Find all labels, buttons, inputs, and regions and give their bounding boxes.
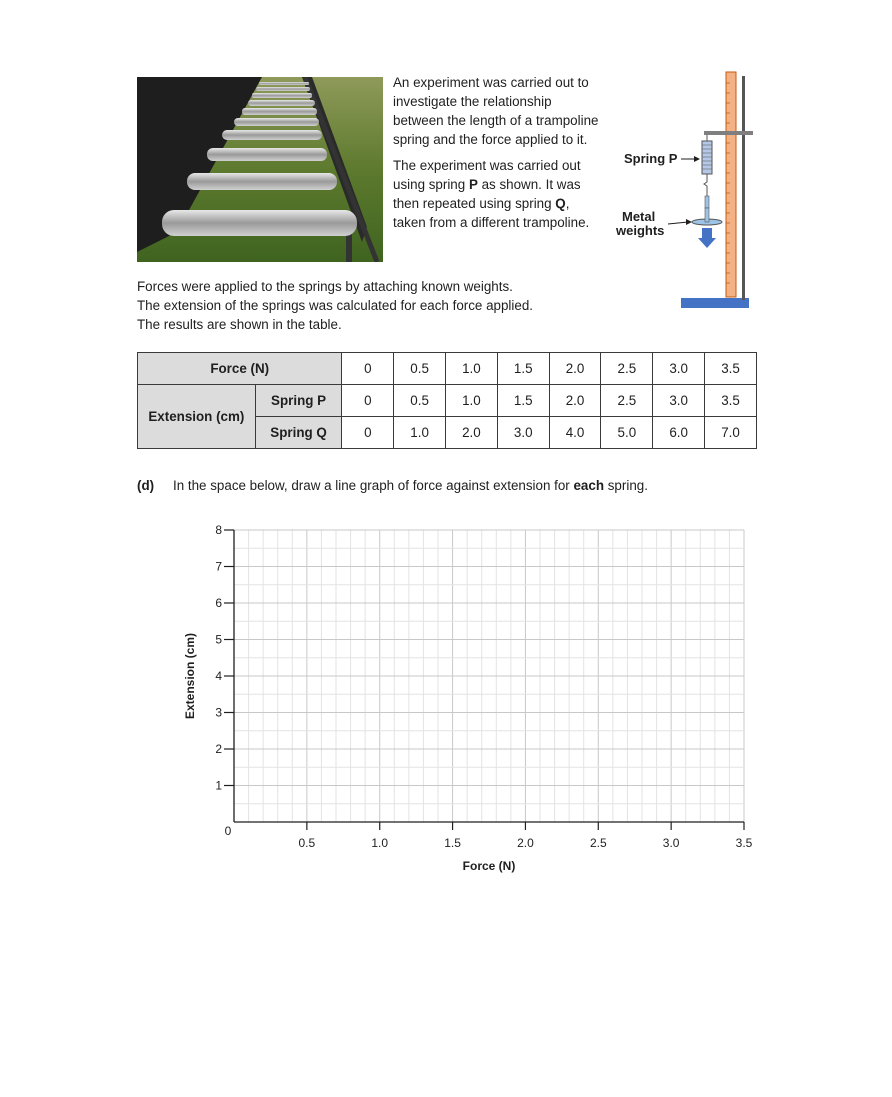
table-cell: 3.0	[653, 353, 705, 385]
x-tick-label: 0.5	[298, 836, 316, 850]
down-arrow-icon	[698, 228, 716, 248]
table-cell: 2.5	[601, 353, 653, 385]
results-table	[137, 352, 757, 449]
x-tick-label: 3.5	[735, 836, 753, 850]
table-cell: 3.5	[705, 353, 757, 385]
weights-label-line1: Metal	[622, 209, 656, 224]
intro-text	[393, 73, 603, 239]
weights-label-line2: weights	[616, 223, 665, 238]
table-cell: 0	[342, 353, 394, 385]
table-cell: 2.0	[549, 353, 601, 385]
table-cell: 0	[342, 385, 394, 417]
graph-svg[interactable]	[170, 515, 770, 885]
y-tick-label: 7	[215, 559, 222, 574]
table-cell: 4.0	[549, 417, 601, 449]
table-cell: 0.5	[394, 385, 446, 417]
y-tick-label: 4	[215, 669, 222, 683]
graph-area[interactable]	[170, 515, 770, 885]
x-tick-label: 2.0	[517, 836, 534, 850]
table-cell: 7.0	[705, 417, 757, 449]
table-cell: 1.5	[497, 353, 549, 385]
y-tick-label: 8	[215, 523, 222, 537]
intro-paragraph-1: An experiment was carried out to investigate the relationship between the length of a trampoline spring and the force applied to it.	[393, 75, 599, 147]
clamp-stand-base	[681, 298, 749, 308]
table-cell: 5.0	[601, 417, 653, 449]
table-cell: 3.0	[497, 417, 549, 449]
table-cell: 0	[342, 417, 394, 449]
x-tick-label: 2.5	[589, 836, 607, 850]
trampoline-photo	[137, 77, 383, 262]
method-line-2: The extension of the springs was calculated for each force applied.	[137, 298, 533, 313]
y-tick-label: 6	[215, 596, 222, 610]
spring-p-row-label: Spring P	[255, 385, 342, 417]
method-line-3: The results are shown in the table.	[137, 317, 342, 332]
question-number: (d)	[137, 478, 155, 493]
table-cell: 3.5	[705, 385, 757, 417]
question-d	[137, 478, 648, 493]
stand-pole	[742, 76, 745, 300]
clamp-arm	[704, 131, 753, 135]
table-cell: 1.0	[446, 353, 498, 385]
intro-paragraph-2: The experiment was carried out using spring P as shown. It was then repeated using spring Q, taken from a different trampoline.	[393, 158, 590, 230]
x-tick-label: 3.0	[662, 836, 680, 850]
x-tick-label: 1.0	[371, 836, 389, 850]
table-cell: 1.5	[497, 385, 549, 417]
table-cell: 2.0	[446, 417, 498, 449]
table-row-force	[138, 353, 757, 385]
y-tick-label: 5	[215, 632, 222, 647]
y-tick-label: 2	[215, 742, 222, 756]
table-cell: 1.0	[446, 385, 498, 417]
apparatus-diagram	[606, 68, 756, 313]
y-tick-label: 1	[215, 778, 222, 793]
table-row-spring-p	[138, 385, 757, 417]
table-cell: 0.5	[394, 353, 446, 385]
method-description	[137, 277, 607, 334]
force-header: Force (N)	[138, 353, 342, 385]
table-cell: 2.5	[601, 385, 653, 417]
table-cell: 6.0	[653, 417, 705, 449]
table-cell: 1.0	[394, 417, 446, 449]
y-tick-label: 3	[215, 705, 222, 720]
spring-p-label: Spring P	[624, 151, 678, 166]
extension-header: Extension (cm)	[138, 385, 256, 449]
method-line-1: Forces were applied to the springs by attaching known weights.	[137, 279, 513, 294]
question-text: In the space below, draw a line graph of force against extension for each spring.	[173, 478, 648, 493]
spring-q-row-label: Spring Q	[255, 417, 342, 449]
x-tick-label: 1.5	[444, 836, 461, 850]
table-cell: 2.0	[549, 385, 601, 417]
x-axis-label: Force (N)	[462, 859, 516, 873]
origin-label: 0	[224, 824, 232, 838]
table-cell: 3.0	[653, 385, 705, 417]
y-axis-label: Extension (cm)	[183, 632, 197, 720]
